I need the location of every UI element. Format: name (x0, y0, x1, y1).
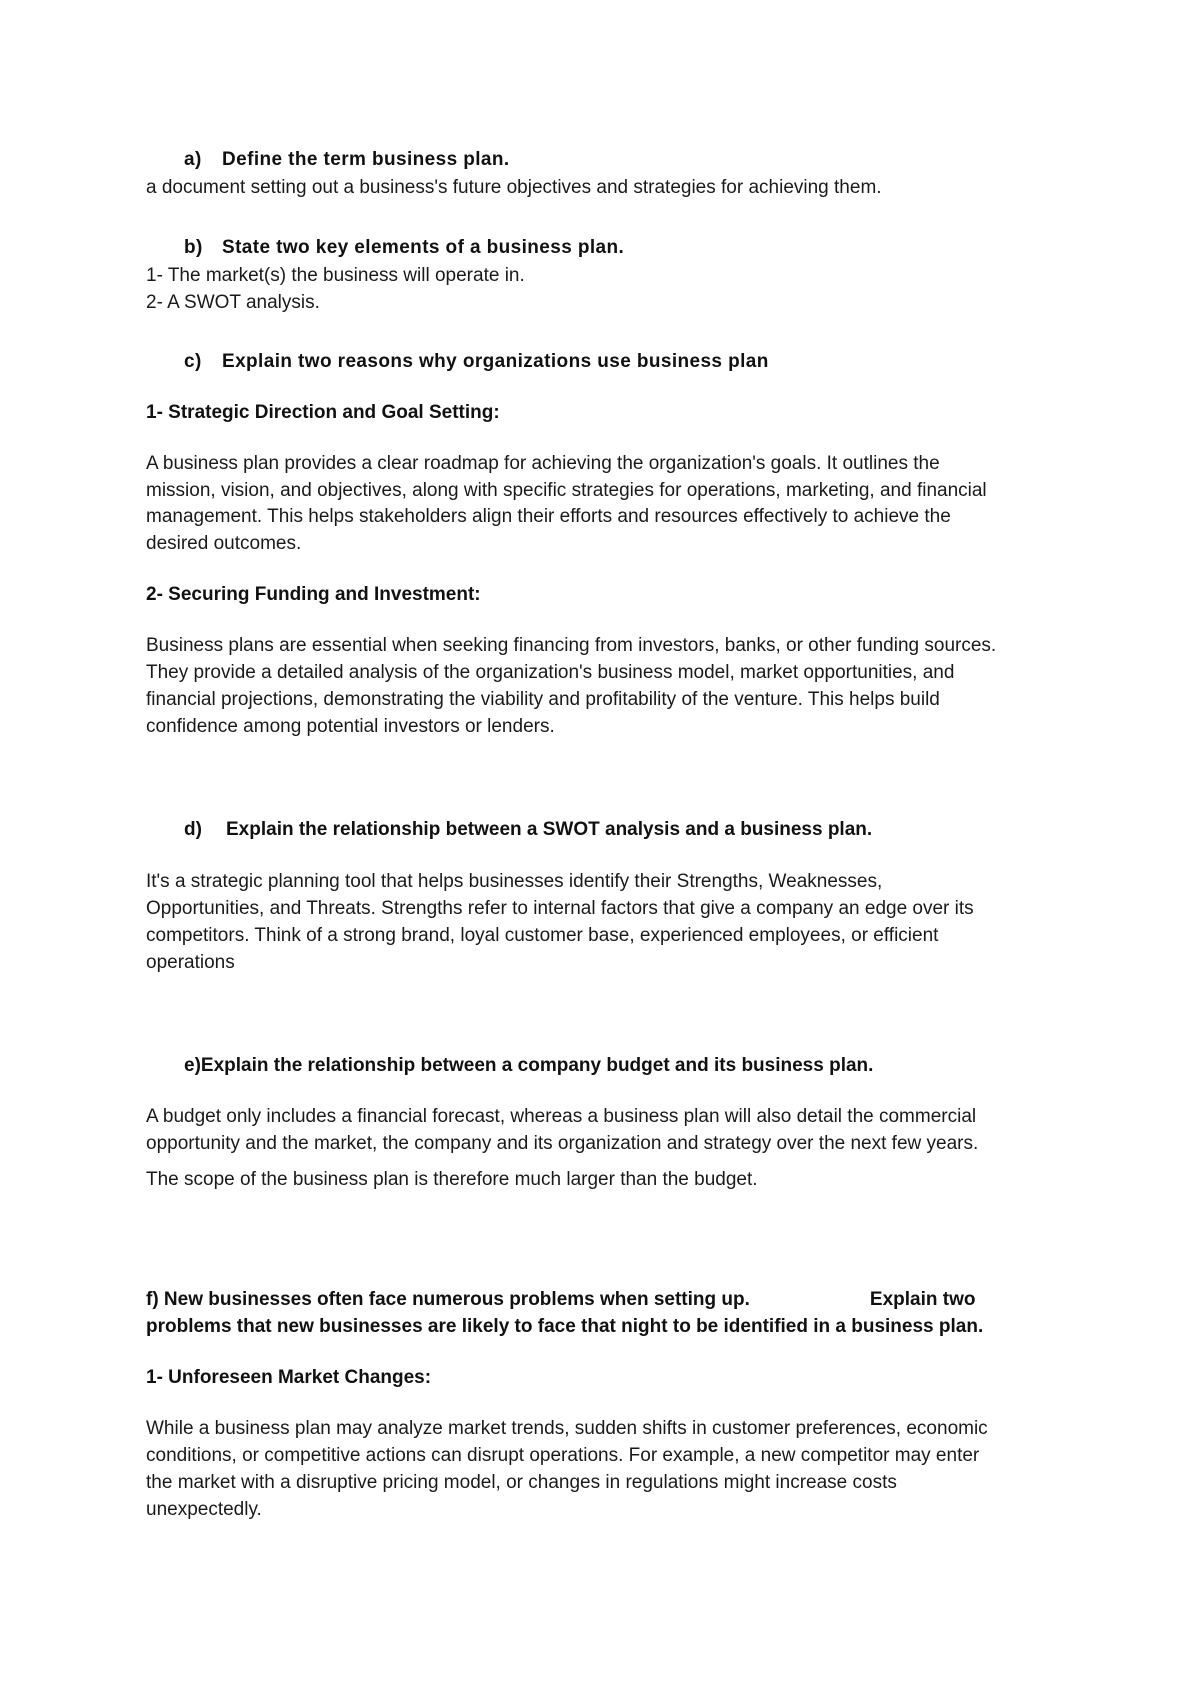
question-b-text: State two key elements of a business plan. (222, 237, 625, 258)
answer-b-2: 2- A SWOT analysis. (146, 292, 320, 313)
problem-1-line-2: conditions, or competitive actions can disrupt operations. For example, a new competitor may enter (146, 1445, 980, 1466)
question-c-text: Explain two reasons why organizations use business plan (222, 351, 769, 372)
question-f-part-1: f) New businesses often face numerous problems when setting up. (146, 1289, 750, 1310)
reason-2-line-2: They provide a detailed analysis of the organization's business model, market opportunities, and (146, 662, 955, 683)
question-a (184, 146, 1104, 173)
reason-1-line-1: A business plan provides a clear roadmap for achieving the organization's goals. It outlines the (146, 453, 940, 474)
answer-d-line-3: competitors. Think of a strong brand, loyal customer base, experienced employees, or efficient (146, 925, 939, 946)
question-a-text: Define the term business plan. (222, 149, 510, 170)
problem-1-line-1: While a business plan may analyze market trends, sudden shifts in customer preferences, economic (146, 1418, 988, 1439)
question-d-text: Explain the relationship between a SWOT analysis and a business plan. (226, 819, 873, 840)
problem-1-line-4: unexpectedly. (146, 1499, 262, 1520)
problem-1-line-3: the market with a disruptive pricing model, or changes in regulations might increase costs (146, 1472, 897, 1493)
answer-d-line-1: It's a strategic planning tool that helps businesses identify their Strengths, Weaknesses, (146, 871, 883, 892)
answer-d-line-4: operations (146, 952, 235, 973)
reason-2-line-4: confidence among potential investors or lenders. (146, 716, 555, 737)
question-c-label: c) (184, 351, 202, 372)
question-f-line-1 (146, 1286, 1066, 1313)
question-e (184, 1052, 1104, 1079)
question-e-text: Explain the relationship between a company budget and its business plan. (200, 1055, 874, 1076)
answer-e-line-2: opportunity and the market, the company and its organization and strategy over the next few years. (146, 1133, 979, 1154)
question-d (184, 816, 1104, 843)
question-f-line-2: problems that new businesses are likely to face that night to be identified in a business plan. (146, 1316, 984, 1337)
answer-e-line-1: A budget only includes a financial forecast, whereas a business plan will also detail the commercial (146, 1106, 977, 1127)
reason-1-line-2: mission, vision, and objectives, along with specific strategies for operations, marketing, and financial (146, 480, 987, 501)
answer-d-line-2: Opportunities, and Threats. Strengths refer to internal factors that give a company an edge over its (146, 898, 974, 919)
question-b-label: b) (184, 237, 203, 258)
question-f-part-2: Explain two (869, 1289, 976, 1310)
answer-b-1: 1- The market(s) the business will operate in. (146, 265, 525, 286)
question-b (184, 234, 1104, 261)
reason-1-line-4: desired outcomes. (146, 533, 302, 554)
answer-a: a document setting out a business's future objectives and strategies for achieving them. (146, 177, 882, 198)
reason-2-line-3: financial projections, demonstrating the viability and profitability of the venture. This helps build (146, 689, 940, 710)
question-c (184, 348, 1104, 375)
answer-e-closing: The scope of the business plan is therefore much larger than the budget. (146, 1169, 758, 1190)
reason-1-heading: 1- Strategic Direction and Goal Setting: (146, 402, 500, 423)
question-a-label: a) (184, 149, 202, 170)
reason-1-line-3: management. This helps stakeholders align their efforts and resources effectively to achieve the (146, 506, 951, 527)
reason-2-line-1: Business plans are essential when seeking financing from investors, banks, or other funding sources. (146, 635, 997, 656)
question-e-label: e) (184, 1055, 201, 1076)
question-d-label: d) (184, 819, 202, 840)
reason-2-heading: 2- Securing Funding and Investment: (146, 584, 481, 605)
problem-1-heading: 1- Unforeseen Market Changes: (146, 1367, 432, 1388)
